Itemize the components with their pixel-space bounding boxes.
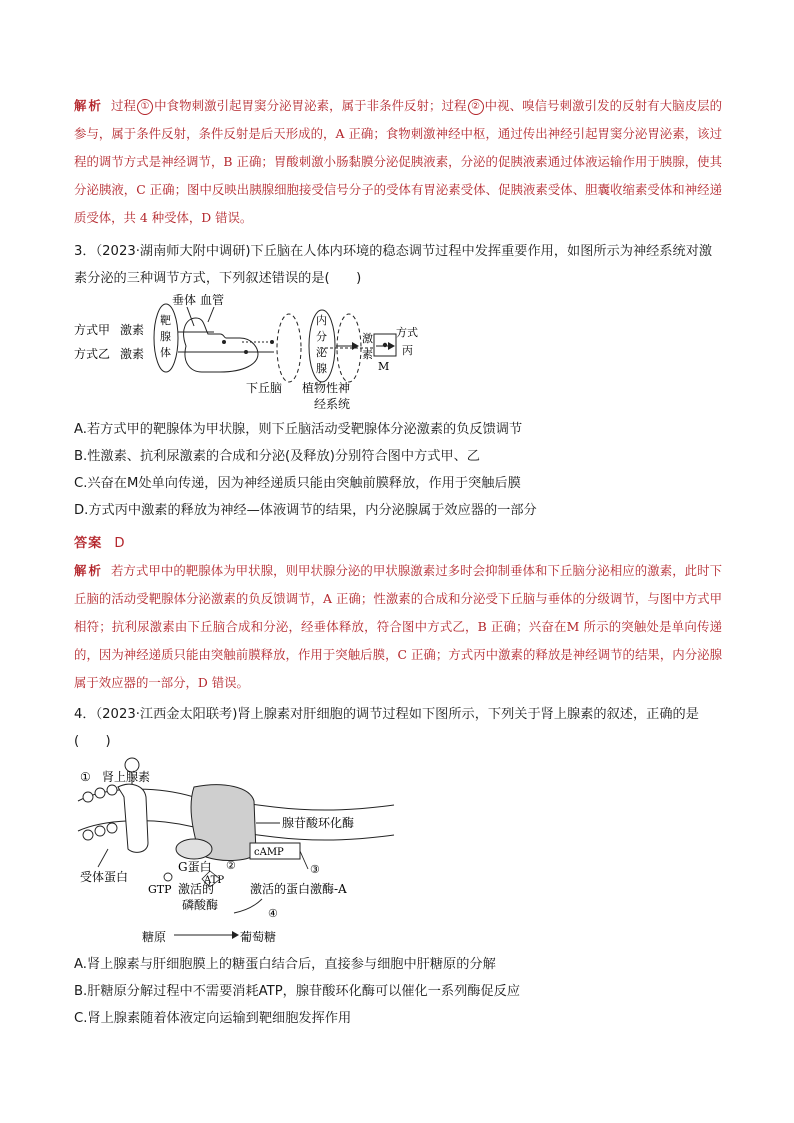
endocrine-char-4: 腺 — [316, 362, 327, 375]
label-hormone-b: 激素 — [120, 347, 145, 361]
pituitary-hypothalamus-shape — [184, 318, 258, 372]
analysis-text-part1: 过程 — [111, 98, 136, 113]
analysis-tag: 解析 — [74, 98, 103, 113]
analysis-tag: 解析 — [74, 563, 103, 578]
circle-1: ① — [80, 770, 91, 784]
m-label: M — [378, 360, 390, 373]
circle-4: ④ — [268, 907, 278, 920]
label-kinase: 激活的蛋白激酶-A — [250, 882, 347, 896]
circle-3: ③ — [310, 863, 320, 876]
label-hypothalamus: 下丘脑 — [246, 381, 283, 395]
answer-value: D — [114, 536, 126, 551]
q3-answer — [74, 530, 722, 557]
label-way-a: 方式甲 — [74, 323, 111, 337]
label-way-c1: 方式 — [396, 326, 418, 339]
label-g-protein: G蛋白 — [178, 860, 212, 874]
q4-option-b[interactable]: B.肝糖原分解过程中不需要消耗ATP，腺苷酸环化酶可以催化一系列酶促反应 — [74, 984, 521, 999]
answer-label: 答案 — [74, 536, 103, 551]
label-camp: cAMP — [254, 847, 284, 858]
q4-option-c[interactable]: C.肾上腺素随着体液定向运输到靶细胞发挥作用 — [74, 1011, 352, 1026]
label-gtp: GTP — [148, 883, 172, 896]
label-vessel: 血管 — [200, 294, 225, 307]
g-protein-shape — [176, 839, 212, 859]
label-glycogen: 糖原 — [142, 930, 167, 944]
receptor-protein-shape — [118, 784, 148, 852]
analysis-text-part2: 中食物刺激引起胃窦分泌胃泌素，属于非条件反射；过程 — [154, 98, 467, 113]
circle-2: ② — [226, 859, 236, 872]
analysis-block-q2 — [74, 92, 722, 232]
q3-option-b[interactable]: B.性激素、抗利尿激素的合成和分泌(及释放)分别符合图中方式甲、乙 — [74, 449, 480, 464]
target-char-1: 靶 — [160, 314, 171, 327]
label-way-c2: 丙 — [402, 344, 413, 357]
label-atp: ATP — [204, 875, 225, 886]
label-autonomic-2: 经系统 — [314, 397, 351, 411]
q4-option-a[interactable]: A.肾上腺素与肝细胞膜上的糖蛋白结合后，直接参与细胞中肝糖原的分解 — [74, 957, 496, 972]
circled-number: ② — [468, 99, 484, 115]
label-adenylate: 腺苷酸环化酶 — [282, 816, 355, 830]
label-epinephrine: 肾上腺素 — [102, 770, 151, 784]
hormone-v-2: 素 — [362, 348, 373, 361]
circled-number: ① — [137, 99, 153, 115]
label-glucose: 葡萄糖 — [240, 930, 277, 944]
label-hormone-a: 激素 — [120, 323, 145, 337]
endocrine-char-3: 泌 — [316, 346, 327, 359]
question-4-stem: 4．（2023·江西金太阳联考)肾上腺素对肝细胞的调节过程如下图所示，下列关于肾上腺素的叙述，正确的是( ) — [74, 707, 699, 749]
analysis-text-part3: 中视、嗅信号刺激引发的反射有大脑皮层的参与，属于条件反射，条件反射是后天形成的，A 正确；食物刺激神经中枢，通过传出神经引起胃窦分泌胃泌素，该过程的调节方式是神经调节，B 正确；胃酸刺激小肠黏膜分泌促胰液素，分泌的促胰液素通过体液运输作用于胰腺，使其分泌胰液，C 正确；图中反映出胰腺细胞接受信号分子的受体有胃泌素受体、促胰液素受体、胆囊收缩素受体和神经递质受体，共 4 种受体，D 错误。 — [74, 98, 723, 225]
page-content — [74, 92, 722, 1032]
endocrine-char-1: 内 — [316, 314, 327, 327]
question-3-stem: 3．（2023·湖南师大附中调研)下丘脑在人体内环境的稳态调节过程中发挥重要作用，如图所示为神经系统对激素分泌的三种调节方式，下列叙述错误的是( ) — [74, 244, 713, 286]
analysis-text: 若方式甲中的靶腺体为甲状腺，则甲状腺分泌的甲状腺激素过多时会抑制垂体和下丘脑分泌相应的激素，此时下丘脑的活动受靶腺体分泌激素的负反馈调节，A 正确；性激素的合成和分泌受下丘脑与垂体的分级调节，与图中方式甲相符；抗利尿激素由下丘脑合成和分泌，经垂体释放，符合图中方式乙，B 正确；兴奋在M 所示的突触处是单向传递的，因为神经递质只能由突触前膜释放，作用于突触后膜，C 正确；方式丙中激素的释放是神经调节的结果，内分泌腺属于效应器的一部分，D 错误。 — [74, 563, 723, 690]
analysis-block-q3 — [74, 557, 722, 697]
target-char-3: 体 — [160, 346, 171, 359]
endocrine-char-2: 分 — [316, 330, 327, 343]
label-autonomic-1: 植物性神 — [302, 381, 351, 395]
hormone-v-1: 激 — [362, 332, 373, 345]
label-phos1: 激活的 — [178, 882, 215, 896]
q3-option-a[interactable]: A.若方式甲的靶腺体为甲状腺，则下丘脑活动受靶腺体分泌激素的负反馈调节 — [74, 422, 523, 437]
q3-option-d[interactable]: D.方式丙中激素的释放为神经—体液调节的结果，内分泌腺属于效应器的一部分 — [74, 503, 537, 518]
q3-option-c[interactable]: C.兴奋在M处单向传递，因为神经递质只能由突触前膜释放，作用于突触后膜 — [74, 476, 521, 491]
label-phos2: 磷酸酶 — [182, 898, 219, 912]
label-pituitary: 垂体 — [172, 294, 197, 307]
label-receptor: 受体蛋白 — [80, 870, 129, 884]
figure-epinephrine-pathway — [74, 757, 404, 947]
figure-endocrine-part — [296, 302, 436, 420]
label-way-b: 方式乙 — [74, 347, 111, 361]
target-char-2: 腺 — [160, 330, 171, 343]
